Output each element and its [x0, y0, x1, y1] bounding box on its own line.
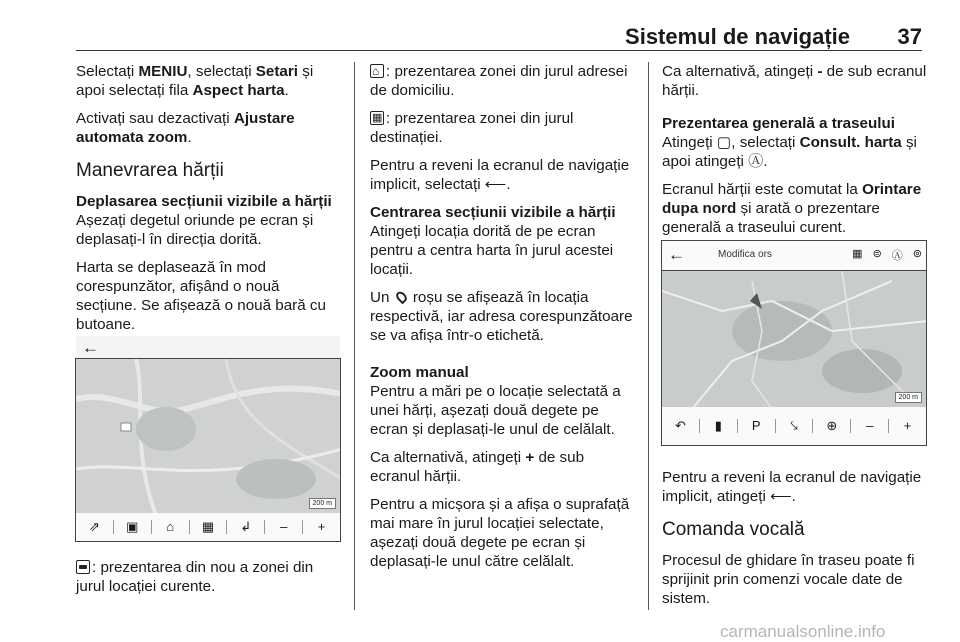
map-button[interactable]: –: [851, 419, 889, 433]
destination-flag-icon: [370, 111, 384, 125]
back-arrow-icon[interactable]: ←: [668, 245, 685, 264]
paragraph: ▦: prezentarea zonei din jurul destinației.: [370, 109, 638, 147]
column-divider: [354, 62, 355, 610]
paragraph: Pentru a reveni la ecranul de navigație implicit, atingeți ⟵.: [662, 469, 922, 505]
map-drawing: [76, 359, 341, 514]
subheading: Deplasarea secțiunii vizibile a hărții: [76, 193, 332, 210]
paragraph: Atingeți locația dorită de pe ecran pentru a centra harta în jurul acestei locații.: [370, 223, 614, 278]
map-top-icon[interactable]: ⊚: [912, 248, 922, 260]
column-1: [76, 62, 344, 343]
map-figure-1: [76, 336, 340, 542]
page-header: [76, 22, 922, 51]
map-top-icon[interactable]: ⊜: [872, 248, 882, 260]
map-button-bar: [661, 407, 927, 446]
map-view[interactable]: [661, 270, 927, 408]
back-arrow-icon[interactable]: ←: [82, 338, 99, 357]
car-icon: [76, 560, 90, 574]
map-button[interactable]: ⊕: [813, 419, 851, 433]
map-button[interactable]: ⌂: [152, 520, 190, 534]
paragraph: Atingeți ▢, selectați Consult. harta și apoi atingeți Ⓐ.: [662, 134, 917, 170]
map-scale: 200 m: [309, 498, 336, 509]
north-orientation-icon: Ⓐ: [748, 153, 764, 170]
paragraph: Pentru a reveni la ecranul de navigație implicit, selectați ⟵.: [370, 157, 630, 193]
map-button[interactable]: ↶: [662, 419, 700, 433]
map-top-bar: [76, 336, 340, 358]
page-title: Sistemul de navigație: [625, 24, 850, 49]
watermark: carmanualsonline.info: [720, 622, 886, 641]
section-heading: Comanda vocală: [662, 519, 805, 540]
subheading: Prezentarea generală a traseului: [662, 115, 895, 132]
map-top-label: Modifica ors: [718, 249, 772, 260]
paragraph: ⌂: prezentarea zonei din jurul adresei de domiciliu.: [370, 62, 638, 100]
map-options-icon: ▢: [716, 134, 732, 151]
paragraph: Ca alternativă, atingeți + de sub ecranul hărții.: [370, 449, 585, 485]
subheading: Centrarea secțiunii vizibile a hărții: [370, 204, 616, 221]
paragraph: Activați sau dezactivați Ajustare automata zoom.: [76, 110, 295, 146]
map-top-icon[interactable]: Ⓐ: [891, 250, 903, 262]
page-number: 37: [897, 24, 922, 49]
paragraph: Pentru a micșora și a afișa o suprafață mai mare în jurul locației selectate, așezați două degete pe ecran și deplasați-le unul către celălalt.: [370, 496, 630, 570]
map-top-icons: [852, 247, 922, 263]
column-3: [662, 62, 928, 246]
column-1-bottom: [76, 558, 344, 605]
map-top-bar: [661, 240, 927, 271]
map-button[interactable]: +: [317, 519, 326, 534]
paragraph: : prezentarea din nou a zonei din jurul locației curente.: [76, 559, 314, 595]
map-button[interactable]: +: [903, 418, 912, 433]
map-view[interactable]: [75, 358, 341, 514]
paragraph: Harta se deplasează în mod corespunzător, afișând o nouă secțiune. Se afișează o nouă bară cu butoane.: [76, 259, 326, 333]
subheading: Zoom manual: [370, 364, 469, 381]
map-button[interactable]: ▦: [190, 520, 228, 534]
paragraph: Așezați degetul oriunde pe ecran și deplasați-l în direcția dorită.: [76, 212, 314, 248]
back-arrow-icon: ⟵: [484, 176, 507, 193]
map-button[interactable]: ▮: [700, 419, 738, 433]
paragraph: Selectați MENIU, selectați Setari și apoi selectați fila Aspect harta.: [76, 63, 314, 99]
map-scale: 200 m: [895, 392, 922, 403]
map-figure-2: [662, 240, 926, 446]
paragraph: Ecranul hărții este comutat la Orintare dupa nord și arată o prezentare generală a traseului curent.: [662, 181, 922, 236]
location-pin-icon: [394, 290, 409, 305]
map-button[interactable]: ▣: [114, 520, 152, 534]
paragraph: Pentru a mări pe o locație selectată a unei hărți, așezați două degete pe ecran și deplasați-le unul de celălalt.: [370, 383, 621, 438]
paragraph: Procesul de ghidare în traseu poate fi sprijinit prin comenzi vocale date de sistem.: [662, 552, 915, 607]
column-divider: [648, 62, 649, 610]
back-arrow-icon: ⟵: [770, 488, 792, 505]
paragraph: Ca alternativă, atingeți - de sub ecranul hărții.: [662, 63, 927, 99]
map-button[interactable]: –: [265, 520, 303, 534]
map-button[interactable]: ↲: [227, 520, 265, 534]
column-2: [370, 62, 638, 580]
map-button[interactable]: ⤥: [776, 419, 814, 433]
column-3-bottom: [662, 468, 928, 617]
section-heading: Manevrarea hărții: [76, 160, 224, 181]
map-button[interactable]: ⇗: [76, 520, 114, 534]
map-top-icon[interactable]: ▦: [852, 248, 863, 260]
map-button[interactable]: P: [738, 419, 776, 433]
map-button-bar: [75, 513, 341, 542]
route-overview-drawing: [662, 271, 927, 408]
home-icon: [370, 64, 384, 78]
paragraph: Un roșu se afișează în locația respectivă, iar adresa corespunzătoare se va afișa într-o etichetă.: [370, 289, 633, 344]
